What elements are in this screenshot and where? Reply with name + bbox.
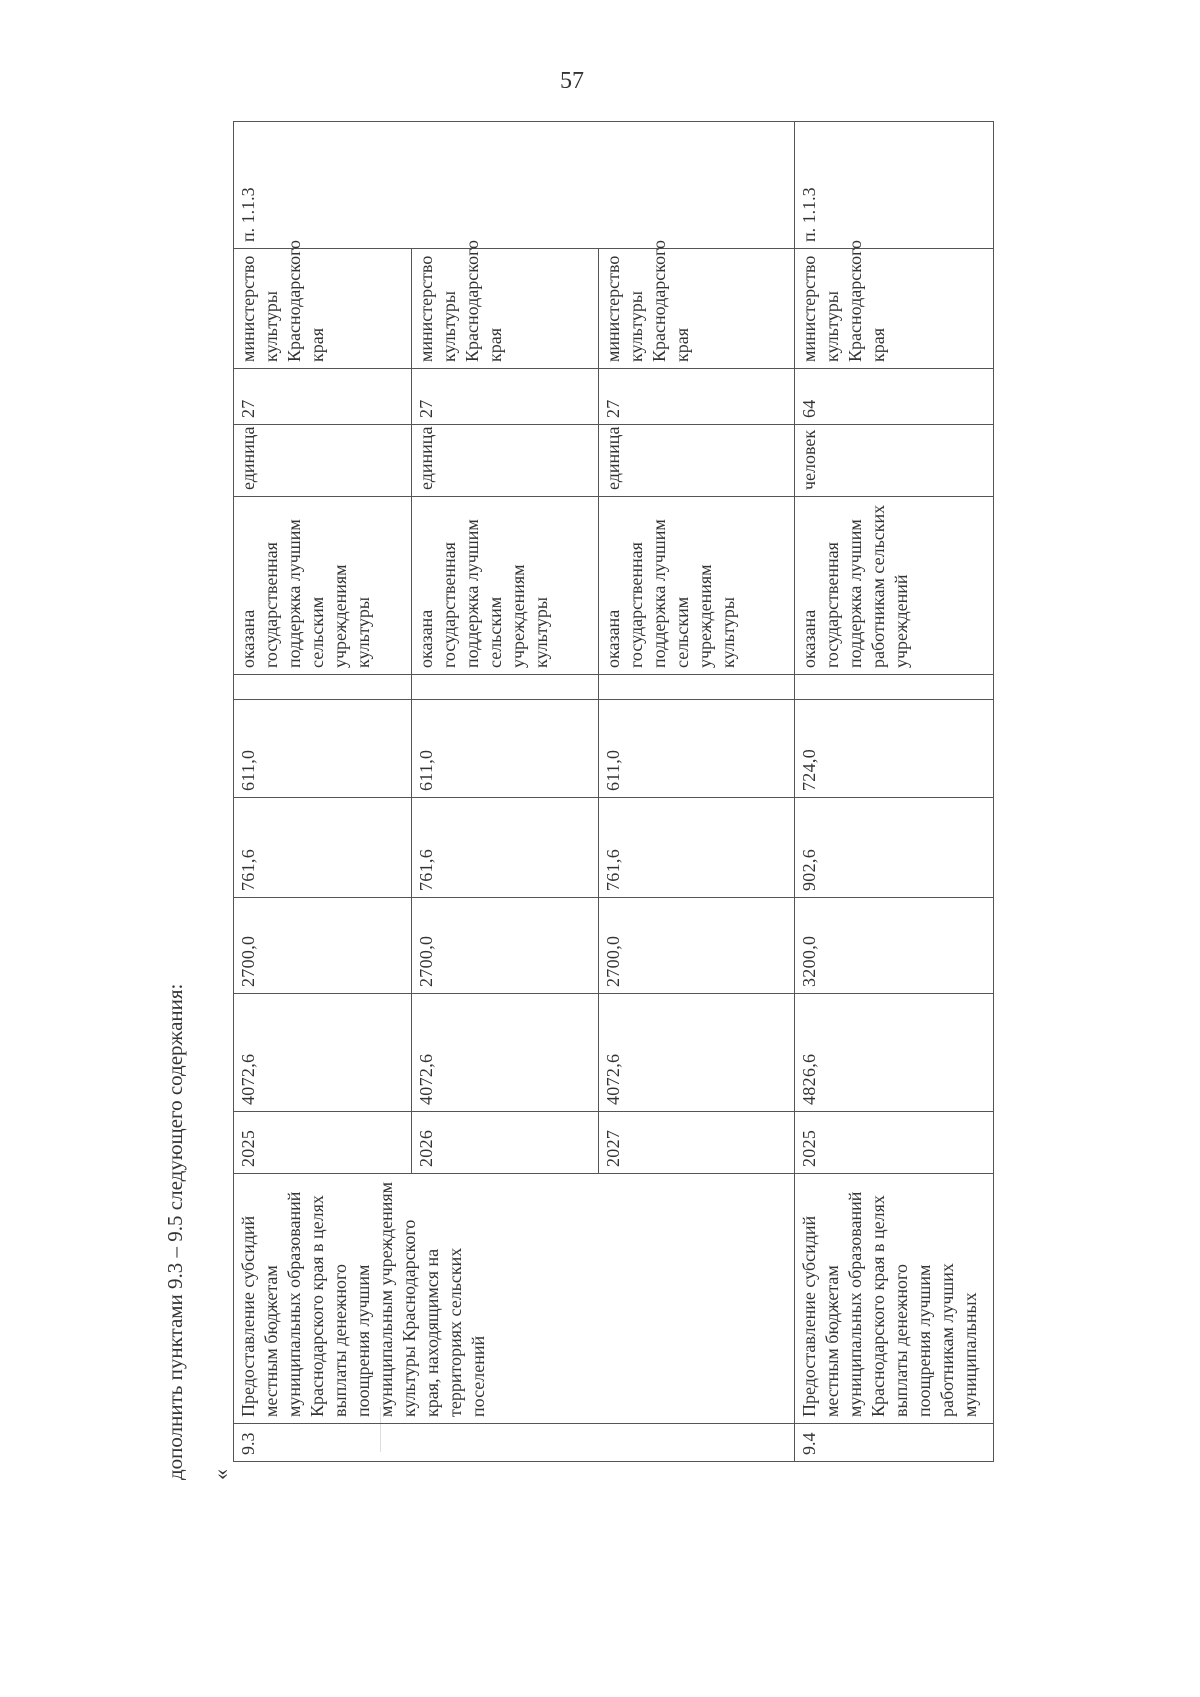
amount-cell: 902,6 bbox=[795, 798, 994, 898]
amount-cell: 724,0 bbox=[795, 700, 994, 798]
amount-cell: 611,0 bbox=[234, 700, 412, 798]
result-cell: оказана государственная поддержка лучшим сельским учреждениям культуры bbox=[412, 497, 599, 675]
year-cell: 2025 bbox=[795, 1112, 994, 1174]
total-amount: 4826,6 bbox=[795, 994, 994, 1112]
value-cell: 27 bbox=[599, 369, 795, 425]
total-amount: 4072,6 bbox=[599, 994, 795, 1112]
year-cell: 2027 bbox=[599, 1112, 795, 1174]
reference-cell: п. 1.1.3 bbox=[795, 122, 994, 249]
page-number: 57 bbox=[560, 68, 584, 94]
result-cell: оказана государственная поддержка лучшим сельским учреждениям культуры bbox=[234, 497, 412, 675]
item-description: Предоставление субсидий местным бюджетам муниципальных образований Краснодарского края в целях выплаты денежного поощрения лучшим муниципальным учреждениям культуры Краснодарского края, находящимся на территориях сельских поселений bbox=[234, 1174, 795, 1424]
program-table bbox=[233, 121, 994, 1462]
table-row bbox=[234, 122, 412, 1462]
item-number: 9.3 bbox=[234, 1424, 795, 1462]
item-number: 9.4 bbox=[795, 1424, 994, 1462]
amount-cell: 2700,0 bbox=[412, 898, 599, 994]
result-cell: оказана государственная поддержка лучшим работникам сельских учреждений bbox=[795, 497, 994, 675]
executor-cell: министерство культуры Краснодарского края bbox=[795, 249, 994, 369]
unit-cell: единица bbox=[599, 425, 795, 497]
amount-cell: 761,6 bbox=[599, 798, 795, 898]
empty-cell bbox=[795, 675, 994, 700]
executor-cell: министерство культуры Краснодарского края bbox=[234, 249, 412, 369]
empty-cell bbox=[599, 675, 795, 700]
reference-cell bbox=[599, 122, 795, 249]
amount-cell: 3200,0 bbox=[795, 898, 994, 994]
unit-cell: человек bbox=[795, 425, 994, 497]
value-cell: 27 bbox=[412, 369, 599, 425]
program-table-rotated bbox=[233, 122, 993, 1462]
table-row bbox=[795, 122, 994, 1462]
year-cell: 2026 bbox=[412, 1112, 599, 1174]
amount-cell: 2700,0 bbox=[599, 898, 795, 994]
value-cell: 27 bbox=[234, 369, 412, 425]
result-cell: оказана государственная поддержка лучшим сельским учреждениям культуры bbox=[599, 497, 795, 675]
empty-cell bbox=[412, 675, 599, 700]
opening-quote: « bbox=[208, 1469, 233, 1480]
total-amount: 4072,6 bbox=[234, 994, 412, 1112]
amount-cell: 761,6 bbox=[234, 798, 412, 898]
reference-cell: п. 1.1.3 bbox=[234, 122, 412, 249]
total-amount: 4072,6 bbox=[412, 994, 599, 1112]
unit-cell: единица bbox=[234, 425, 412, 497]
reference-cell bbox=[412, 122, 599, 249]
executor-cell: министерство культуры Краснодарского края bbox=[599, 249, 795, 369]
amount-cell: 611,0 bbox=[599, 700, 795, 798]
item-description: Предоставление субсидий местным бюджетам муниципальных образований Краснодарского края в целях выплаты денежного поощрения лучшим работникам лучших муниципальных bbox=[795, 1174, 994, 1424]
intro-text: дополнить пунктами 9.3 – 9.5 следующего содержания: bbox=[163, 983, 187, 1480]
amount-cell: 2700,0 bbox=[234, 898, 412, 994]
amount-cell: 611,0 bbox=[412, 700, 599, 798]
executor-cell: министерство культуры Краснодарского края bbox=[412, 249, 599, 369]
amount-cell: 761,6 bbox=[412, 798, 599, 898]
value-cell: 64 bbox=[795, 369, 994, 425]
unit-cell: единица bbox=[412, 425, 599, 497]
year-cell: 2025 bbox=[234, 1112, 412, 1174]
empty-cell bbox=[234, 675, 412, 700]
